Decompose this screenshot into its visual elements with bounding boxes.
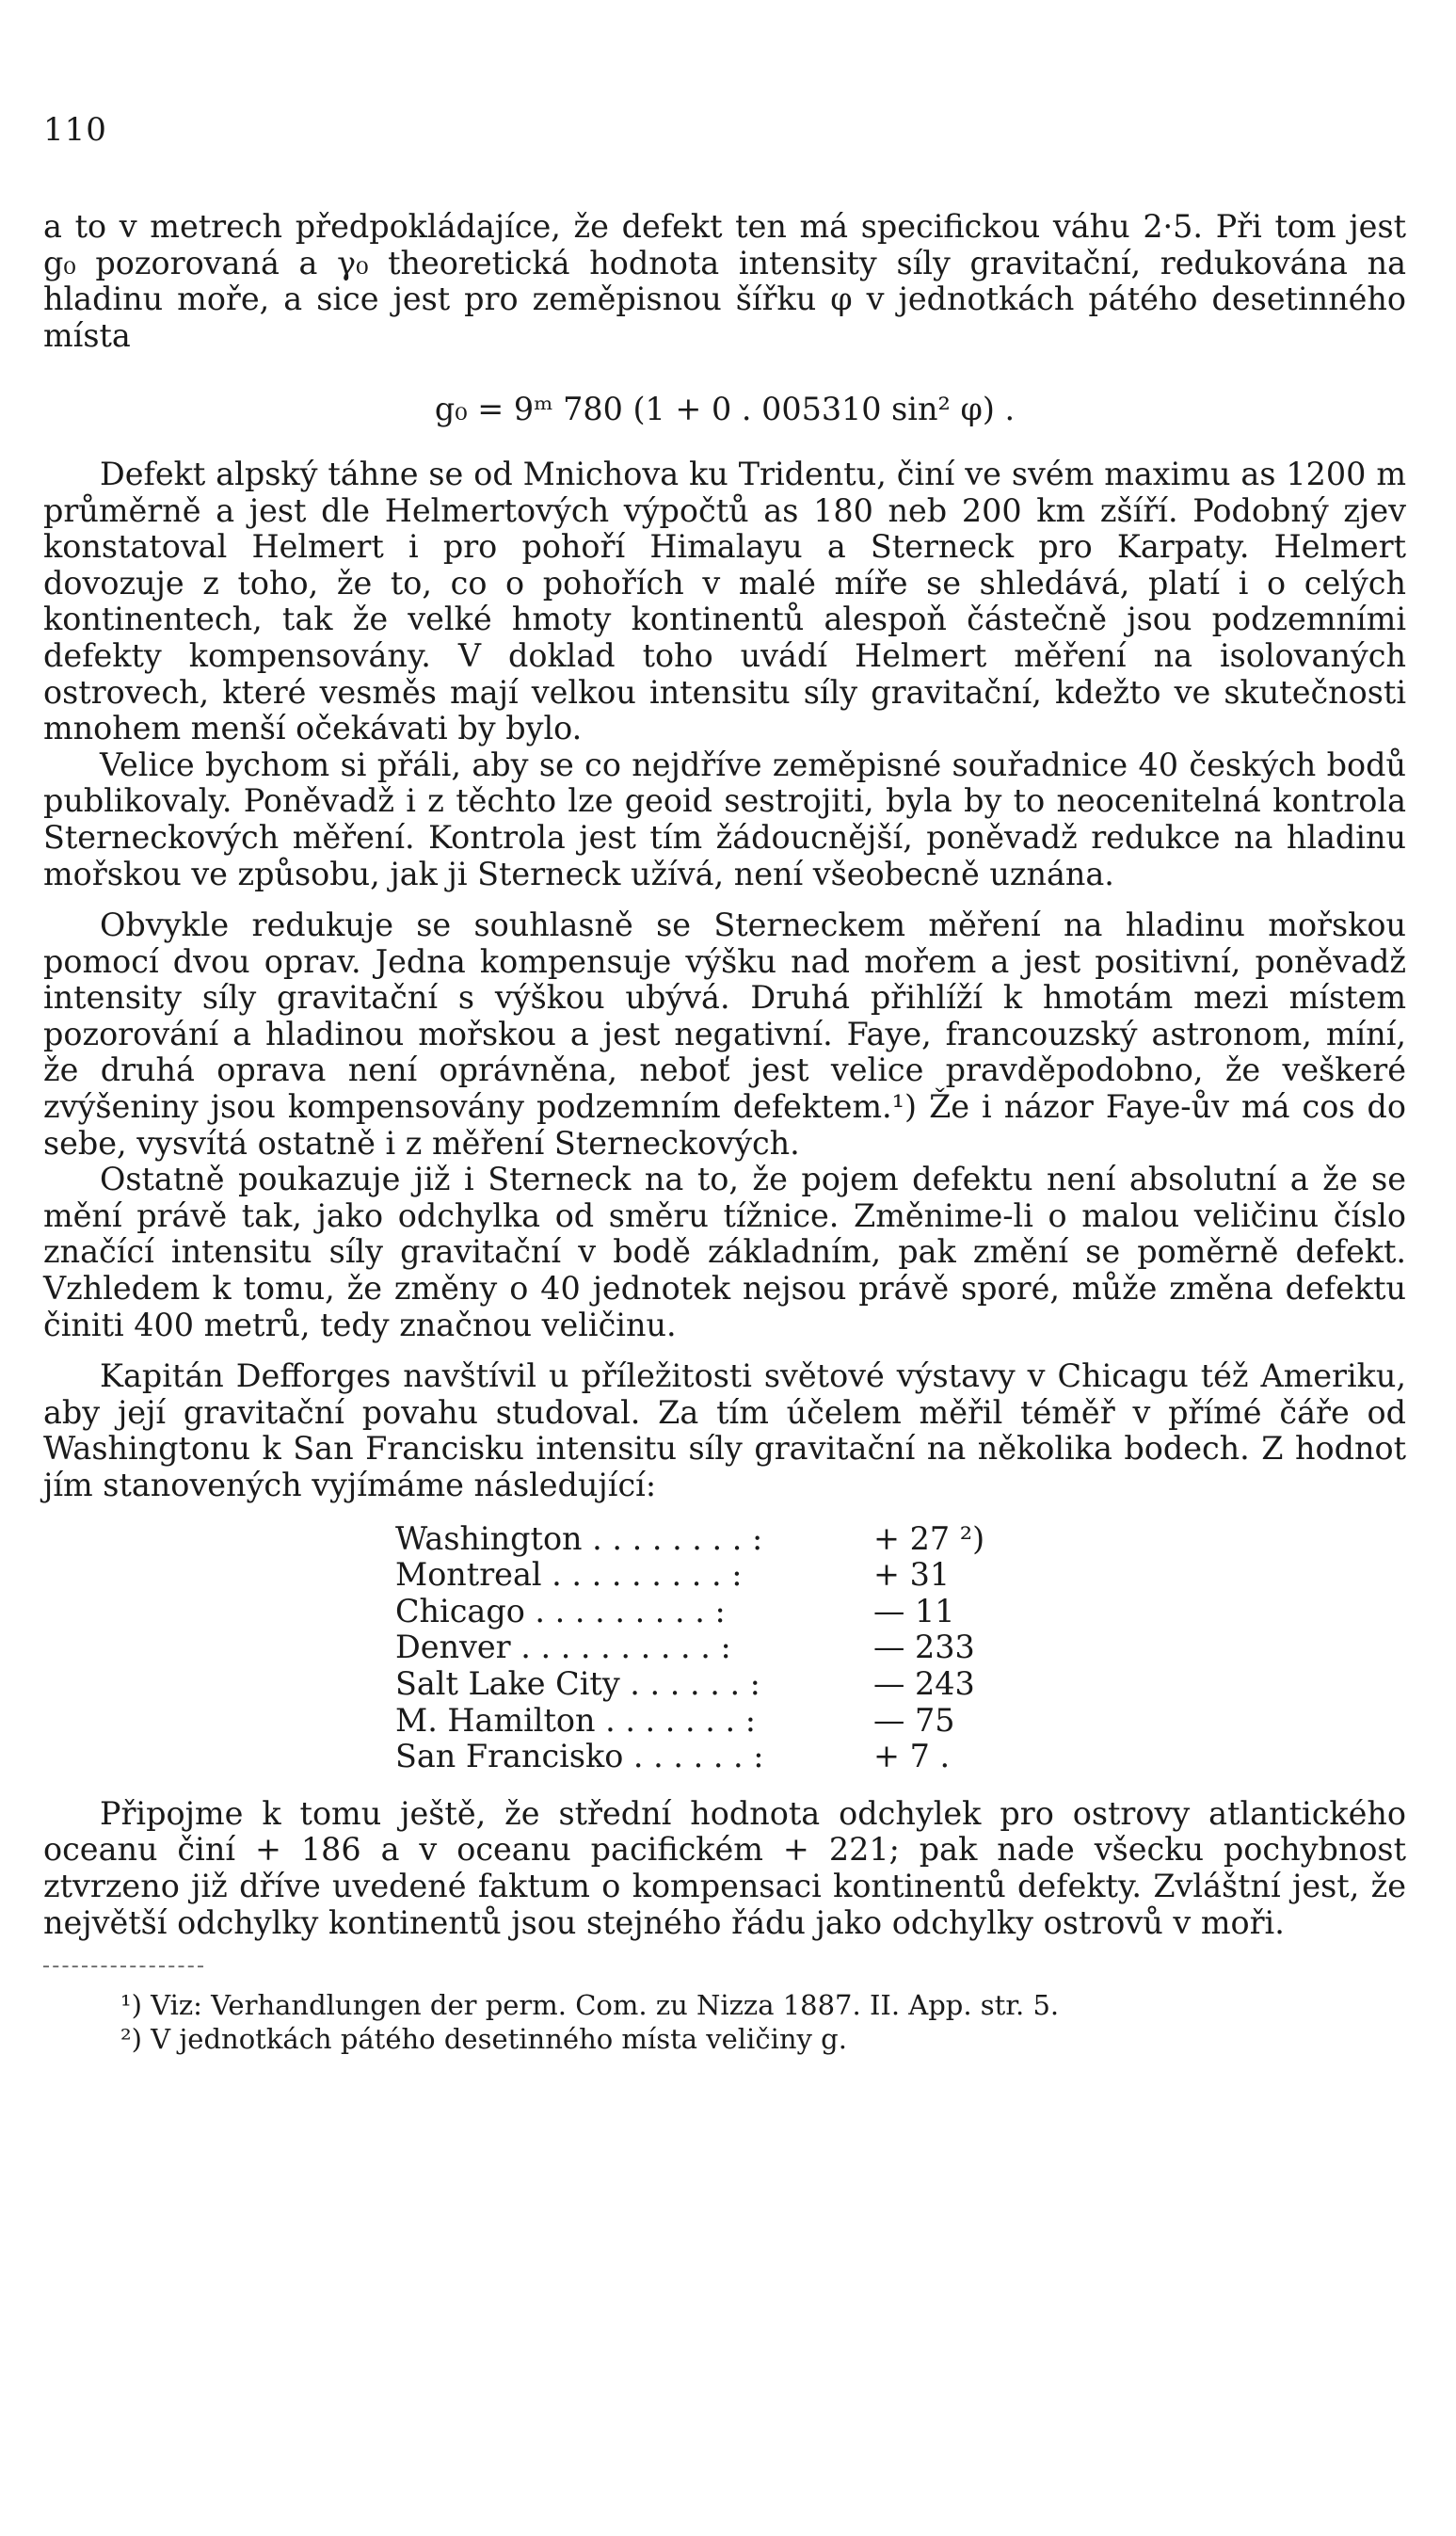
page-body — [43, 209, 1406, 2056]
paragraph-conclusion: Připojme k tomu ještě, že střední hodnota odchylek pro ostrovy atlantického oceanu činí + 186 a v oceanu pacifickém + 221; pak nade všecku pochybnost ztvrzeno již dříve uvedené faktum o kompensaci kontinentů defekty. Zvláštní jest, že největší odchylky kontinentů jsou stejného řádu jako odchylky ostrovů v moři. — [43, 1794, 1406, 1941]
paragraph-defect-concept: Ostatně poukazuje již i Sterneck na to, že pojem defektu není absolutní a že se mění právě tak, jako odchylka od směru tížnice. Změnime-li o malou veličinu číslo značící intensitu síly gravitační v bodě základním, pak změní se poměrně defekt. Vzhledem k tomu, že změny o 40 jednotek nejsou právě sporé, může změna defektu činiti 400 metrů, tedy značnou veličinu. — [43, 1161, 1406, 1343]
paragraph-czech-points: Velice bychom si přáli, aby se co nejdříve zeměpisné souřadnice 40 českých bodů publikovaly. Poněvadž i z těchto lze geoid sestrojiti, byla by to neocenitelná kontrola Sterneckových měření. Kontrola jest tím žádoucnější, poněvadž redukce na hladinu mořskou ve způsobu, jak ji Sterneck užívá, není všeobecně uznána. — [43, 746, 1406, 892]
footnote-1: ¹) Viz: Verhandlungen der perm. Com. zu Nizza 1887. II. App. str. 5. — [120, 1989, 1060, 2022]
table-row — [395, 1594, 1406, 1630]
table-value: — 243 — [873, 1664, 975, 1702]
gravity-formula: g₀ = 9ᵐ 780 (1 + 0 . 005310 sin² φ) . — [434, 391, 1016, 428]
footnotes — [43, 1988, 1406, 2056]
page-number: 110 — [43, 111, 107, 149]
gravity-anomaly-table — [395, 1521, 1406, 1775]
table-place: Montreal . . . . . . . . . : — [395, 1557, 743, 1594]
table-value: — 11 — [873, 1592, 955, 1629]
paragraph-intro: a to v metrech předpokládajíce, že defekt ten má specifickou váhu 2·5. Při tom jest g₀ pozorovaná a γ₀ theoretická hodnota intensity síly gravitační, redukována na hladinu moře, a sice jest pro zeměpisnou šířku φ v jednotkách pátého desetinného místa — [43, 208, 1406, 354]
table-value: — 75 — [873, 1701, 955, 1739]
table-place: M. Hamilton . . . . . . . : — [395, 1702, 756, 1739]
table-value: + 7 . — [873, 1738, 951, 1775]
table-place: Chicago . . . . . . . . . : — [395, 1593, 726, 1629]
table-row — [395, 1557, 1406, 1594]
table-row — [395, 1666, 1406, 1703]
footnote-divider — [43, 1966, 203, 1967]
table-row — [395, 1703, 1406, 1740]
table-place: San Francisko . . . . . . : — [395, 1739, 764, 1775]
table-value: + 31 — [873, 1556, 951, 1594]
paragraph-alpine-defect: Defekt alpský táhne se od Mnichova ku Tridentu, činí ve svém maximu as 1200 m průměrně a jest dle Helmertových výpočtů as 180 neb 200 km zšíří. Podobný zjev konstatoval Helmert i pro pohoří Himalayu a Sterneck pro Karpaty. Helmert dovozuje z toho, že to, co o pohořích v malé míře se shledává, platí i o celých kontinentech, tak že velké hmoty kontinentů alespoň částečně jsou podzemními defekty kompensovány. V doklad toho uvádí Helmert měření na isolovaných ostrovech, které vesměs mají velkou intensitu síly gravitační, kdežto ve skutečnosti mnohem menší očekávati by bylo. — [43, 455, 1406, 747]
table-row — [395, 1629, 1406, 1666]
table-value: + 27 ²) — [873, 1519, 985, 1557]
table-place: Washington . . . . . . . . : — [395, 1520, 763, 1557]
footnote-2: ²) V jednotkách pátého desetinného místa veličiny g. — [120, 2023, 847, 2056]
table-place: Salt Lake City . . . . . . : — [395, 1665, 760, 1702]
table-place: Denver . . . . . . . . . . : — [395, 1629, 731, 1666]
table-row — [395, 1521, 1406, 1558]
paragraph-defforges: Kapitán Defforges navštívil u příležitosti světové výstavy v Chicagu též Ameriku, aby její gravitační povahu studoval. Za tím účelem měřil téměř v přímé čáře od Washingtonu k San Francisku intensitu síly gravitační na několika bodech. Z hodnot jím stanovených vyjímáme následující: — [43, 1357, 1406, 1503]
table-value: — 233 — [873, 1629, 975, 1666]
table-row — [395, 1739, 1406, 1775]
paragraph-reduction: Obvykle redukuje se souhlasně se Sterneckem měření na hladinu mořskou pomocí dvou oprav. Jedna kompensuje výšku nad mořem a jest positivní, poněvadž intensity síly gravitační s výškou ubývá. Druhá přihlíží k hmotám mezi místem pozorování a hladinou mořskou a jest negativní. Faye, francouzský astronom, míní, že druhá oprava není oprávněna, neboť jest velice pravděpodobno, že veškeré zvýšeniny jsou kompensovány podzemním defektem.¹) Že i názor Faye-ův má cos do sebe, vysvítá ostatně i z měření Sterneckových. — [43, 907, 1406, 1162]
